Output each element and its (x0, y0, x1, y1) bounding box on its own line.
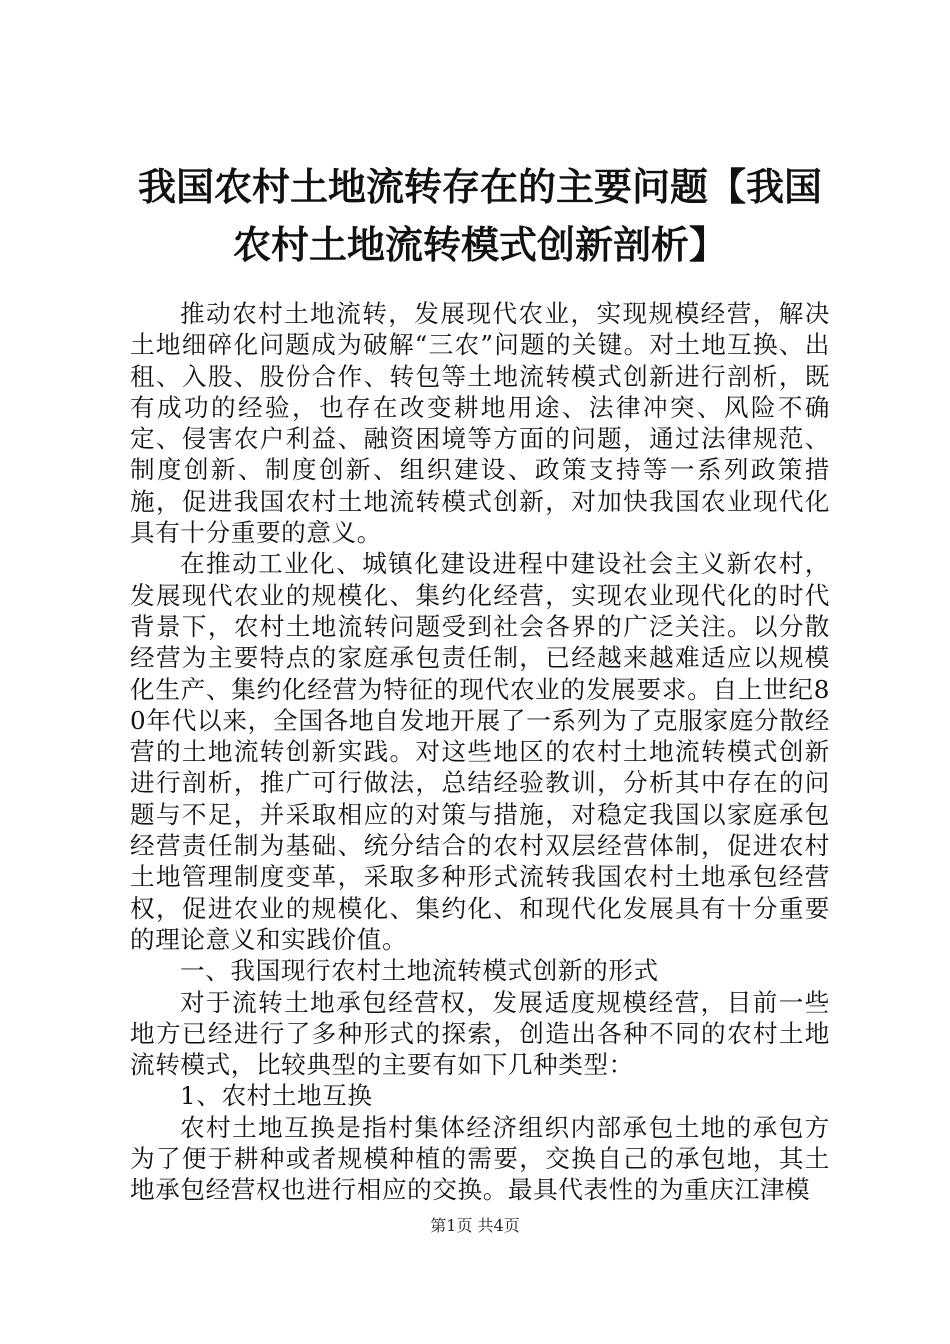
paragraph-abstract: 推动农村土地流转，发展现代农业，实现规模经营，解决土地细碎化问题成为破解“三农”问题的关键。对土地互换、出租、入股、股份合作、转包等土地流转模式创新进行剖析，既有成功的经验，也存在改变耕地用途、法律冲突、风险不确定、侵害农户利益、融资困境等方面的问题，通过法律规范、制度创新、制度创新、组织建设、政策支持等一系列政策措施，促进我国农村土地流转模式创新，对加快我国农业现代化具有十分重要的意义。 (130, 299, 830, 548)
document-body (130, 298, 830, 1206)
document-title: 我国农村土地流转存在的主要问题【我国农村土地流转模式创新剖析】 (137, 164, 822, 267)
paragraph-introduction: 在推动工业化、城镇化建设进程中建设社会主义新农村，发展现代农业的规模化、集约化经营，实现农业现代化的时代背景下，农村土地流转问题受到社会各界的广泛关注。以分散经营为主要特点的家庭承包责任制，已经越来越难适应以规模化生产、集约化经营为特征的现代农业的发展要求。自上世纪80年代以来，全国各地自发地开展了一系列为了克服家庭分散经营的土地流转创新实践。对这些地区的农村土地流转模式创新进行剖析，推广可行做法，总结经验教训，分析其中存在的问题与不足，并采取相应的对策与措施，对稳定我国以家庭承包经营责任制为基础、统分结合的农村双层经营体制，促进农村土地管理制度变革，采取多种形式流转我国农村土地承包经营权，促进农业的规模化、集约化、和现代化发展具有十分重要的理论意义和实践价值。 (130, 549, 830, 954)
paragraph-section-1: 对于流转土地承包经营权，发展适度规模经营，目前一些地方已经进行了多种形式的探索，创造出各种不同的农村土地流转模式，比较典型的主要有如下几种类型： (130, 987, 830, 1080)
paragraph-subsection-1: 农村土地互换是指村集体经济组织内部承包土地的承包方为了便于耕种或者规模种植的需要，交换自己的承包地，其土地承包经营权也进行相应的交换。最具代表性的为重庆江津模 (130, 1112, 830, 1205)
section-heading-1: 一、我国现行农村土地流转模式创新的形式 (180, 956, 659, 986)
page-footer: 第1页 共4页 (430, 1216, 520, 1235)
subsection-heading-1: 1、农村土地互换 (180, 1081, 373, 1111)
